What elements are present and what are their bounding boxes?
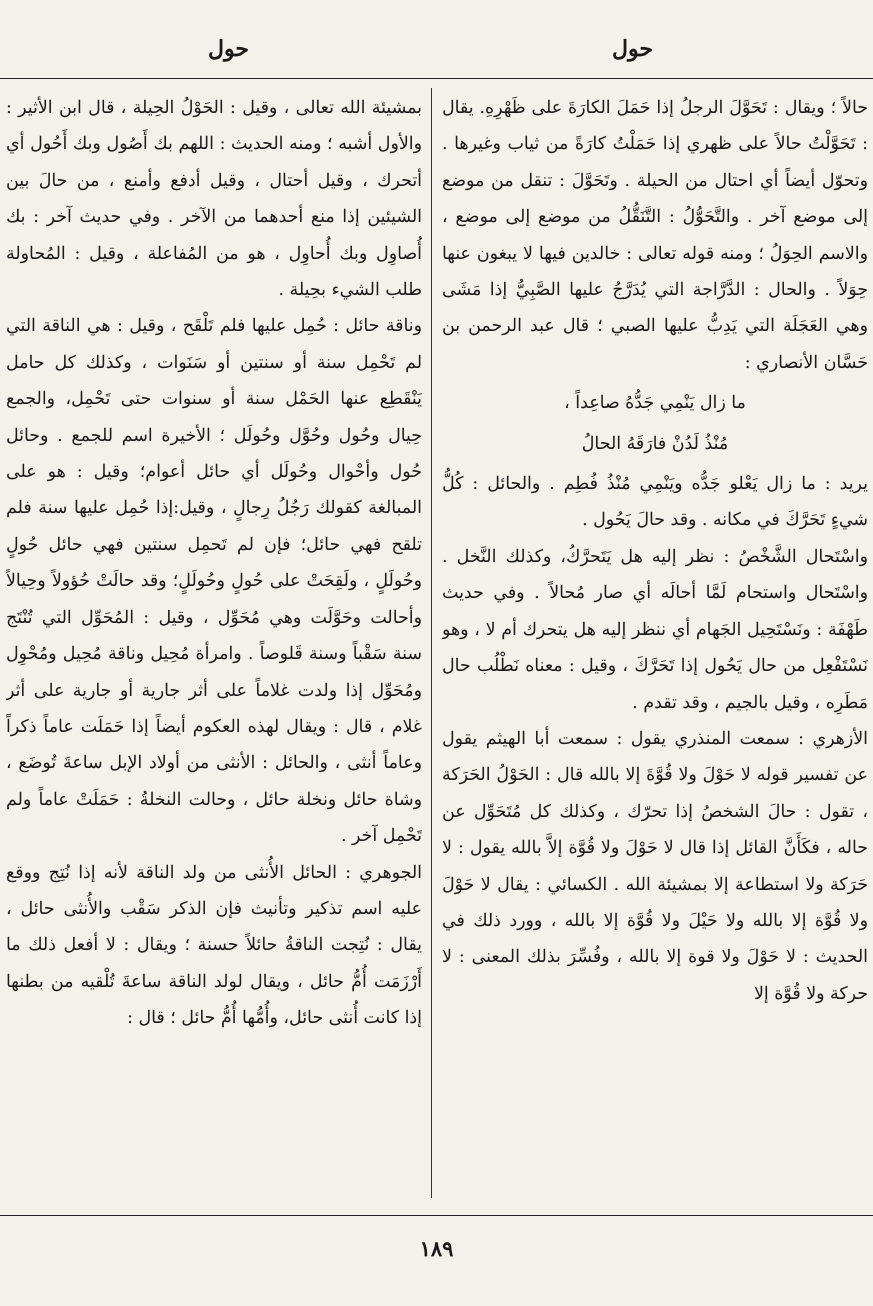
left-column xyxy=(6,90,422,1208)
column-divider xyxy=(431,88,432,1198)
left-paragraph-3: الجوهري : الحائل الأُنثى من ولد الناقة لأنه إذا نُتِج ووقع عليه اسم تذكير وتأنيث فإن الذكر سَقْب والأُنثى حائل ، يقال : نُتِجت الناقةُ حائلاً حسنة ؛ ويقال : لا أفعل ذلك ما أَرْزَمَت أُمُّ حائل ، ويقال لولد الناقة ساعةَ تُلْقيه من بطنها إذا كانت أُنثى حائل، وأُمُّها أُمُّ حائل ؛ قال : xyxy=(6,862,422,1029)
right-paragraph-4: الأزهري : سمعت المنذري يقول : سمعت أبا الهيثم يقول عن تفسير قوله لا حَوْلَ ولا قُوَّةَ إلا بالله قال : الحَوْلُ الحَرَكة ، تقول : حالَ الشخصُ إذا تحرّك ، وكذلك كل مُتَحَوِّل عن حاله ، فكَأَنَّ القائل إذا قال لا حَوْلَ ولا قُوَّة إلاَّ بالله يقول : لا حَرَكة ولا استطاعة إلا بمشيئة الله . الكسائي : يقال لا حَوْلَ ولا قُوَّة إلا بالله ولا حَيْلَ ولا قُوَّة إلا بالله ، وورد ذلك في الحديث : لا حَوْلَ ولا قوة إلا بالله ، وفُسِّرَ بذلك المعنى : لا حركة ولا قُوَّة إلا xyxy=(442,728,868,1004)
header-word-left: حول xyxy=(208,36,249,62)
right-column xyxy=(442,90,868,1208)
header-word-right: حول xyxy=(612,36,653,62)
right-paragraph-1: حالاً ؛ ويقال : تَحَوَّلَ الرجلُ إذا حَمَلَ الكارَةَ على ظَهْرِهِ. يقال : تَحَوَّلْتُ حالاً على ظهري إذا حَمَلْتُ كارَةً من ثياب وغيرها . وتحوّل أيضاً أي احتال من الحيلة . وتَحَوَّلَ : تنقل من موضع إلى موضع آخر . والتَّحَوُّلُ : التَّنَقُّلُ من موضع إلى موضع ، والاسم الحِوَلُ ؛ ومنه قوله تعالى : خالدين فيها لا يبغون عنها حِوَلاً . والحال : الدَّرَّاجة التي يُدَرَّجُ عليها الصَّبِيُّ إذا مَشَى وهي العَجَلَة التي يَدِبُّ عليها الصبي ؛ قال عبد الرحمن بن حَسَّان الأنصاري : xyxy=(442,98,868,373)
left-paragraph-2: وناقة حائل : حُمِل عليها فلم تَلْقَح ، وقيل : هي الناقة التي لم تَحْمِل سنة أو سنتين أو سَنَوات ، وكذلك كل حامل يَنْقَطِع عنها الحَمْل سنة أو سنوات حتى تَحْمِل، والجمع حِيال وحُول وحُوَّل وحُولَل ؛ الأخيرة اسم للجمع . وحائل حُول وأحْوال وحُولَل أي حائل أعوام؛ وقيل : هو على المبالغة كقولك رَجُلُ رِجالٍ ، وقيل:إذا حُمِل عليها سنة فلم تلقح فهي حائل؛ فإن لم تَحمِل سنتين فهي حائل حُولٍ وحُولَلٍ ، ولَقِحَتْ على حُولٍ وحُولَلٍ؛ وقد حالَتْ حُؤولاً وحِيالاً وأحالت وحَوَّلَت وهي مُحَوِّل ، وقيل : المُحَوِّل التي تُنْتَج سنة سَقْباً وسنة قَلوصاً . وامرأة مُحِيل وناقة مُحِيل ومُحْوِل ومُحَوِّل إذا ولدت غلاماً على أثر جارية أو جارية على أثر غلام ، قال : ويقال لهذه العكوم أيضاً إذا حَمَلَت عاماً ذكراً وعاماً أنثى ، والحائل : الأنثى من أولاد الإبل ساعةَ تُوضَع ، وشاة حائل ونخلة حائل ، وحالت النخلةُ : حَمَلَتْ عاماً ولم تَحْمِل آخر . xyxy=(6,316,422,847)
verse-line-1: ما زال يَنْمِي جَدُّهُ صاعِداً ، xyxy=(564,393,746,414)
right-paragraph-3: واسْتَحال الشَّخْصُ : نظر إليه هل يَتَحرَّكُ، وكذلك النَّخل . واسْتَحال واستحام لَمَّا أحالَه أي صار مُحالاً . وفي حديث طَهْفَة : ونَسْتَحِيل الجَهام أي ننظر إليه هل يتحرك أم لا ، وهو نَسْتَفْعِل من حال يَحُول إذا تَحَرَّكَ ، وقيل : معناه نَطْلُب حال مَطَرِه ، وقيل بالجيم ، وقد تقدم . xyxy=(442,546,868,713)
bottom-rule xyxy=(0,1215,873,1216)
page-number: ١٨٩ xyxy=(419,1236,454,1261)
top-rule xyxy=(0,78,873,79)
verse-line-2: مُنْذُ لَدُنْ فارَقَهُ الحالُ xyxy=(581,433,729,454)
left-paragraph-1: بمشيئة الله تعالى ، وقيل : الحَوْلُ الحِيلة ، قال ابن الأثير : والأول أشبه ؛ ومنه الحديث : اللهم بك أَصُول وبك أَحُول أي أتحرك ، وقيل أحتال ، وقيل أدفع وأمنع ، من حالَ بين الشيئين إذا منع أحدهما من الآخر . وفي حديث آخر : بك أُصاوِل وبك أُحاوِل ، هو من المُفاعلة ، وقيل : المُحاولة طلب الشيء بحِيلة . xyxy=(6,98,422,301)
right-paragraph-2: يريد : ما زال يَعْلو جَدُّه ويَنْمِي مُنْذُ فُطِم . والحائل : كُلُّ شيءٍ تَحَرَّكَ في مكانه . وقد حالَ يَحُول . xyxy=(442,474,868,531)
